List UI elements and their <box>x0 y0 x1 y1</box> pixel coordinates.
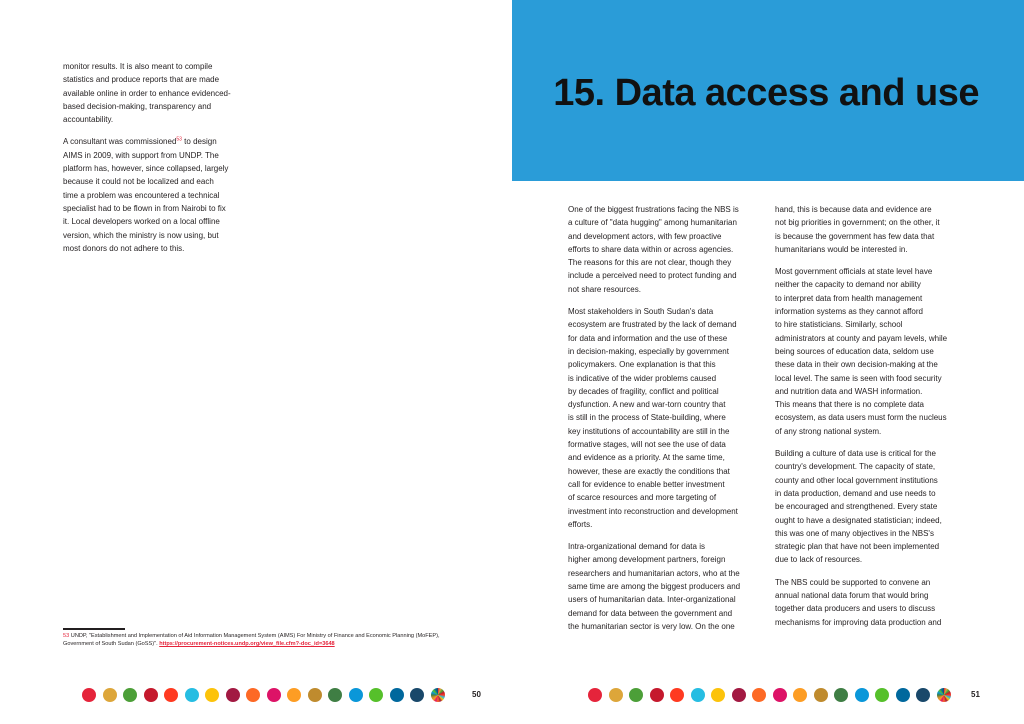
footnote-text: UNDP, "Establishment and Implementation of Aid Information Management System (AIMS) For Ministry of Finance and Economic Planning (MoFEP), Government of South Sudan (GoSS)". <box>63 633 440 647</box>
sdg-goal-17-icon <box>916 688 930 702</box>
sdg-goal-15-icon <box>875 688 889 702</box>
sdg-goal-6-icon <box>185 688 199 702</box>
paragraph: hand, this is because data and evidence are not big priorities in government; on the other, it is because the government has few data that humanitarians would be interested in. <box>775 205 940 254</box>
right-text-column-2 <box>775 203 975 638</box>
sdg-wheel-icon <box>431 688 445 702</box>
footnote-divider <box>63 628 125 630</box>
left-text-column <box>63 60 263 264</box>
paragraph: Most stakeholders in South Sudan's data ecosystem are frustrated by the lack of demand for data and information and the use of these in decision-making, especially by government policymakers. One explanation is that this is indicative of the wider problems caused by decades of fragility, conflict and political dysfunction. A new and war-torn country that is still in the process of State-building, where key institutions of accountability are still in the formative stages, will not see the use of data and evidence as a priority. At the same time, however, these are exactly the conditions that call for evidence to enable better investment of scarce resources and more targeting of investment into reconstruction and development efforts. <box>568 307 738 529</box>
sdg-goal-11-icon <box>793 688 807 702</box>
sdg-goal-9-icon <box>752 688 766 702</box>
left-paragraph-1: monitor results. It is also meant to compile statistics and produce reports that are made available online in order to enhance evidenced- based decision-making, transparency and accountability. <box>63 62 231 125</box>
paragraph: Intra-organizational demand for data is higher among development partners, foreign researchers and humanitarian actors, who at the same time are among the biggest producers and users of humanitarian data. Inter-organizational demand for data between the government and the humanitarian sector is very low. On the one <box>568 542 741 631</box>
paragraph: One of the biggest frustrations facing the NBS is a culture of "data hugging" among humanitarian and development actors, with few proactive efforts to share data within or across agencies. The reasons for this are not clear, though they include a perceived need to protect funding and not share resources. <box>568 205 739 294</box>
section-title: 15. Data access and use <box>553 72 979 114</box>
sdg-goal-14-icon <box>855 688 869 702</box>
sdg-goal-4-icon <box>650 688 664 702</box>
sdg-goal-15-icon <box>369 688 383 702</box>
sdg-icon-strip-left <box>82 688 442 702</box>
sdg-goal-11-icon <box>287 688 301 702</box>
footnote-number: 53 <box>63 633 70 639</box>
sdg-goal-2-icon <box>609 688 623 702</box>
sdg-goal-6-icon <box>691 688 705 702</box>
sdg-goal-8-icon <box>226 688 240 702</box>
paragraph: The NBS could be supported to convene an annual national data forum that would bring together data producers and users to discuss mechanisms for improving data production and <box>775 577 942 627</box>
footnote-link[interactable]: https://procurement-notices.undp.org/view_file.cfm?-doc_id=3648 <box>159 641 335 647</box>
sdg-goal-5-icon <box>670 688 684 702</box>
sdg-goal-16-icon <box>390 688 404 702</box>
sdg-goal-7-icon <box>711 688 725 702</box>
sdg-goal-3-icon <box>629 688 643 702</box>
sdg-goal-13-icon <box>328 688 342 702</box>
sdg-goal-12-icon <box>308 688 322 702</box>
sdg-goal-1-icon <box>82 688 96 702</box>
left-paragraph-2: A consultant was commissioned$^{53}$ to design AIMS in 2009, with support from UNDP. The platform has, however, since collapsed, largely because it could not be localized and each time a problem was encountered a technical specialist had to be flown in from Nairobi to fix it. Local developers worked on a local offline version, which the ministry is now using, but most donors do not adhere to this. <box>63 136 229 253</box>
sdg-goal-3-icon <box>123 688 137 702</box>
sdg-goal-5-icon <box>164 688 178 702</box>
page-number-left: 50 <box>472 690 481 699</box>
sdg-goal-14-icon <box>349 688 363 702</box>
sdg-goal-10-icon <box>773 688 787 702</box>
sdg-goal-12-icon <box>814 688 828 702</box>
sdg-goal-9-icon <box>246 688 260 702</box>
paragraph: Most government officials at state level have neither the capacity to demand nor ability to interpret data from health management information systems as they cannot afford to hire statisticians. Similarly, school administrators at county and payam levels, while being sources of education data, seldom use these data in their own decision-making at the local level. The same is seen with food security and nutrition data and WASH information. This means that there is no complete data ecosystem, as data users must form the nucleus of any strong national system. <box>775 267 948 436</box>
page-number-right: 51 <box>971 690 980 699</box>
sdg-goal-17-icon <box>410 688 424 702</box>
sdg-goal-10-icon <box>267 688 281 702</box>
section-banner <box>512 0 1024 181</box>
sdg-goal-1-icon <box>588 688 602 702</box>
sdg-icon-strip-right <box>588 688 948 702</box>
right-text-column-1 <box>568 203 763 642</box>
sdg-goal-8-icon <box>732 688 746 702</box>
sdg-wheel-icon <box>937 688 951 702</box>
sdg-goal-4-icon <box>144 688 158 702</box>
paragraph: Building a culture of data use is critical for the country's development. The capacity of state, county and other local government institutions in data production, demand and use needs to be encouraged and strengthened. Every state ought to have a designated statistician; indeed, this was one of many objectives in the NBS's strategic plan that have not been implemented due to lack of resources. <box>775 449 942 565</box>
sdg-goal-7-icon <box>205 688 219 702</box>
sdg-goal-16-icon <box>896 688 910 702</box>
footnote <box>63 632 463 648</box>
sdg-goal-13-icon <box>834 688 848 702</box>
footnote-reference[interactable]: 53 <box>176 136 182 143</box>
sdg-goal-2-icon <box>103 688 117 702</box>
